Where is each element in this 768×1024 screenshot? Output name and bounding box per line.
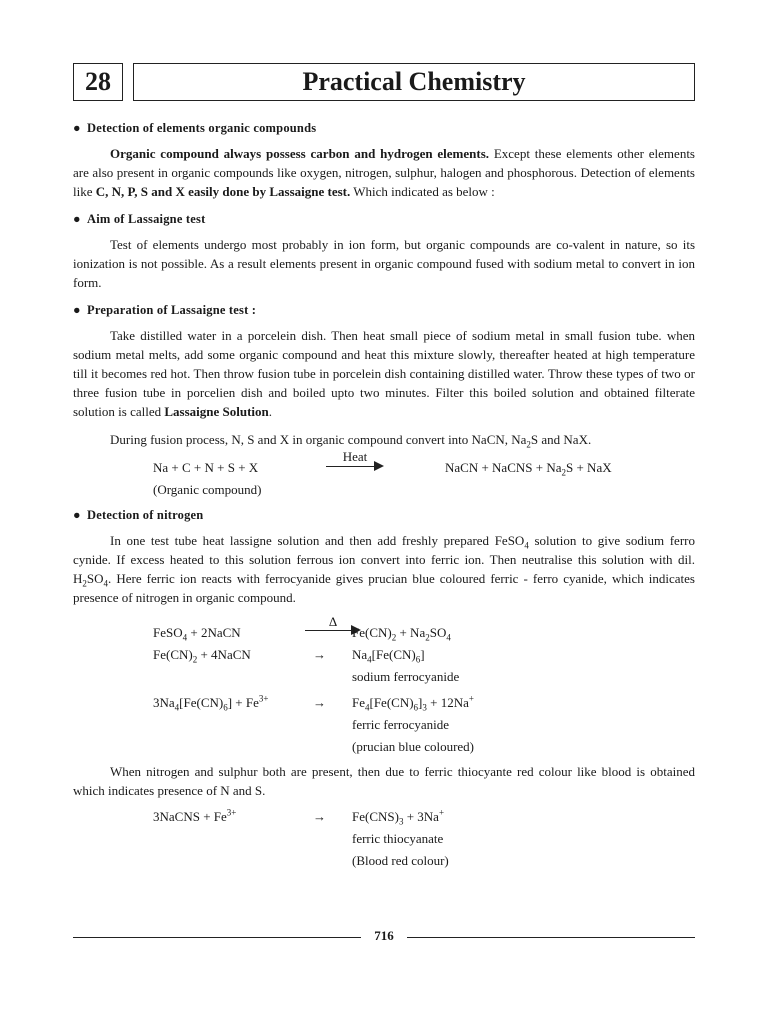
bullet-icon: ● bbox=[73, 212, 81, 226]
equation-right: NaCN + NaCNS + $Na_2S$ + NaX bbox=[445, 460, 612, 478]
arrow-icon: → bbox=[313, 809, 326, 824]
bullet-icon: ● bbox=[73, 508, 81, 522]
reaction-note: sodium ferrocyanide bbox=[352, 669, 460, 684]
bullet-icon: ● bbox=[73, 303, 81, 317]
page-body bbox=[73, 119, 695, 873]
paragraph-nitrogen-sulphur: When nitrogen and sulphur both are present, then due to ferric thiocyante red colour like blood is obtained which indicates presence of N and S. bbox=[73, 764, 695, 798]
paragraph-detection-elements: Organic compound always possess carbon and hydrogen elements. Except these elements other elements are also present in organic compounds like oxygen, nitrogen, sulphur, halogen and phosphorous. Detection of elements like C, N, P, S and X easily done by Lassaigne test. Which indicated as below : bbox=[73, 146, 695, 199]
chapter-number: 28 bbox=[73, 63, 123, 101]
reaction-note: ferric ferrocyanide bbox=[352, 717, 450, 732]
arrow-icon: → bbox=[313, 647, 326, 662]
reaction-note: ferric thiocyanate bbox=[352, 831, 444, 846]
paragraph-preparation: Take distilled water in a porcelein dish. Then heat small piece of sodium metal in small fusion tube. when sodium metal melts, add some organic compound and heat this mixture slowly, thereafter heated at high temperature till it becomes red hot. Then throw fusion tube in porcelein dish containing distilled water. Throw these types of two or three fusion tube in porcelien dish and boiled upto two minutes. Filter this boiled solution and obtained filterate solution is called Lassaigne Solution. bbox=[73, 328, 695, 419]
arrow-icon: → bbox=[313, 695, 326, 710]
bullet-icon: ● bbox=[73, 121, 81, 135]
arrow-icon bbox=[326, 450, 384, 474]
equation-lassaigne-fusion bbox=[73, 449, 695, 480]
reaction-note: (Blood red colour) bbox=[352, 853, 449, 868]
section-heading-preparation: ● Preparation of Lassaigne test : bbox=[73, 301, 695, 320]
paragraph-fusion-process: During fusion process, N, S and X in organic compound convert into NaCN, $Na_2S$ and NaX. bbox=[110, 432, 592, 450]
chapter-title: Practical Chemistry bbox=[133, 63, 695, 101]
page-number: 716 bbox=[374, 928, 394, 943]
chapter-header bbox=[73, 63, 695, 101]
paragraph-nitrogen: In one test tube heat lassigne solution and then add freshly prepared FeSO$_4$ solution to give sodium ferro cynide. If excess heated to this solution ferrous ion convert into ferric ion. Then neutralise this solution with dil. $H_2SO_4$. Here ferric ion reacts with ferrocyanide gives prucian blue coloured ferric - ferro cyanide, which indicates presence of nitrogen in organic compound. bbox=[73, 533, 695, 605]
arrow-label: Heat bbox=[342, 449, 368, 464]
equation-left: Na + C + N + S + X bbox=[153, 460, 259, 475]
section-heading-aim: ● Aim of Lassaigne test bbox=[73, 210, 695, 229]
reaction-thiocyanate: 3NaCNS + $Fe^{3+}$ → $Fe(CNS)_3 + 3Na^+$ bbox=[153, 807, 445, 827]
footer-rule-right bbox=[407, 937, 695, 938]
section-heading-detection-elements: ● Detection of elements organic compounds bbox=[73, 119, 695, 138]
equation-note: (Organic compound) bbox=[153, 482, 262, 497]
reaction-note: (prucian blue coloured) bbox=[352, 739, 475, 754]
heat-arrow-icon: Δ bbox=[305, 615, 361, 639]
page-footer bbox=[73, 928, 695, 948]
reaction-feso4: FeSO$_4$ + 2NaCN Δ $Fe(CN)_2 + Na_2SO_4$ bbox=[153, 614, 451, 643]
reaction-fecn2: $Fe(CN)_2$ + 4NaCN → $Na_4[Fe(CN)_6]$ bbox=[153, 647, 425, 665]
section-heading-nitrogen: ● Detection of nitrogen bbox=[73, 506, 695, 525]
reaction-prussian-blue: $3Na_4[Fe(CN)_6] + Fe^{3+}$ → $Fe_4[Fe(CN)_6]_3 + 12Na^+$ bbox=[153, 693, 474, 713]
paragraph-aim: Test of elements undergo most probably in ion form, but organic compounds are co-valent in nature, so its ionization is not possible. As a result elements present in organic compound fused with sodium metal to convert in ion form. bbox=[73, 237, 695, 290]
